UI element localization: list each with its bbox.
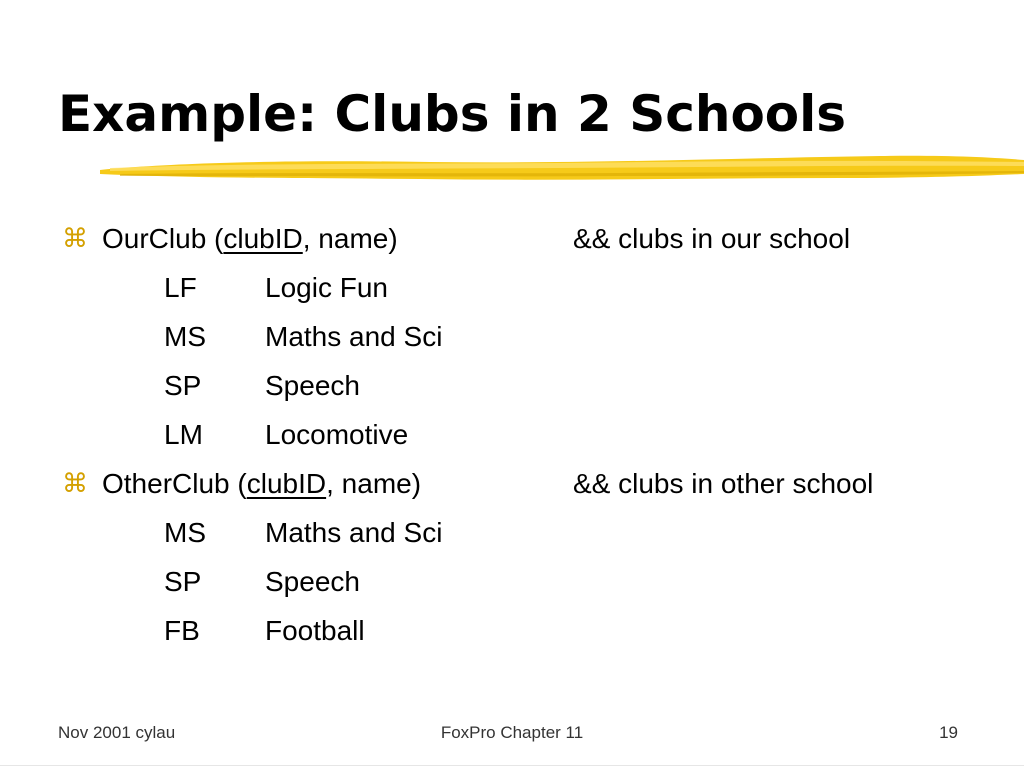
club-code: SP	[164, 370, 202, 401]
comment: && clubs in other school	[573, 468, 874, 499]
key-field: clubID	[246, 468, 327, 499]
club-name: Maths and Sci	[265, 517, 443, 548]
paren-open: (	[206, 223, 224, 254]
table-definition	[102, 467, 421, 501]
key-field: clubID	[223, 223, 303, 254]
table-row	[0, 614, 1024, 648]
comment: && clubs in our school	[573, 223, 851, 254]
club-code: SP	[164, 566, 202, 597]
table-row	[0, 369, 1024, 403]
club-name: Speech	[265, 370, 360, 401]
bullet-ourclub	[0, 222, 1024, 256]
table-row	[0, 320, 1024, 354]
field-rest: , name)	[326, 468, 422, 499]
footer-date-author: Nov 2001 cylau	[58, 723, 176, 742]
bullet-otherclub	[0, 467, 1024, 501]
table-name: OtherClub	[102, 468, 230, 499]
footer-chapter: FoxPro Chapter 11	[440, 723, 584, 742]
club-name: Logic Fun	[265, 272, 388, 303]
title-underline-brush	[100, 148, 1024, 188]
club-name: Locomotive	[265, 419, 409, 450]
club-name: Maths and Sci	[265, 321, 443, 352]
table-name: OurClub	[102, 223, 207, 254]
slide-title: Example: Clubs in 2 Schools	[58, 85, 847, 143]
table-row	[0, 516, 1024, 550]
table-row	[0, 418, 1024, 452]
club-code: LF	[164, 272, 197, 303]
slide-number: 19	[939, 723, 958, 742]
club-code: FB	[164, 615, 200, 646]
table-row	[0, 565, 1024, 599]
club-name: Speech	[265, 566, 360, 597]
club-code: MS	[164, 321, 206, 352]
club-code: MS	[164, 517, 206, 548]
bottom-divider	[0, 765, 1024, 766]
club-code: LM	[164, 419, 203, 450]
club-name: Football	[265, 615, 365, 646]
table-row	[0, 271, 1024, 305]
table-definition	[102, 222, 398, 256]
bullet-icon: ⌘	[62, 224, 88, 254]
paren-open: (	[229, 468, 247, 499]
field-rest: , name)	[302, 223, 398, 254]
bullet-icon: ⌘	[62, 469, 88, 499]
